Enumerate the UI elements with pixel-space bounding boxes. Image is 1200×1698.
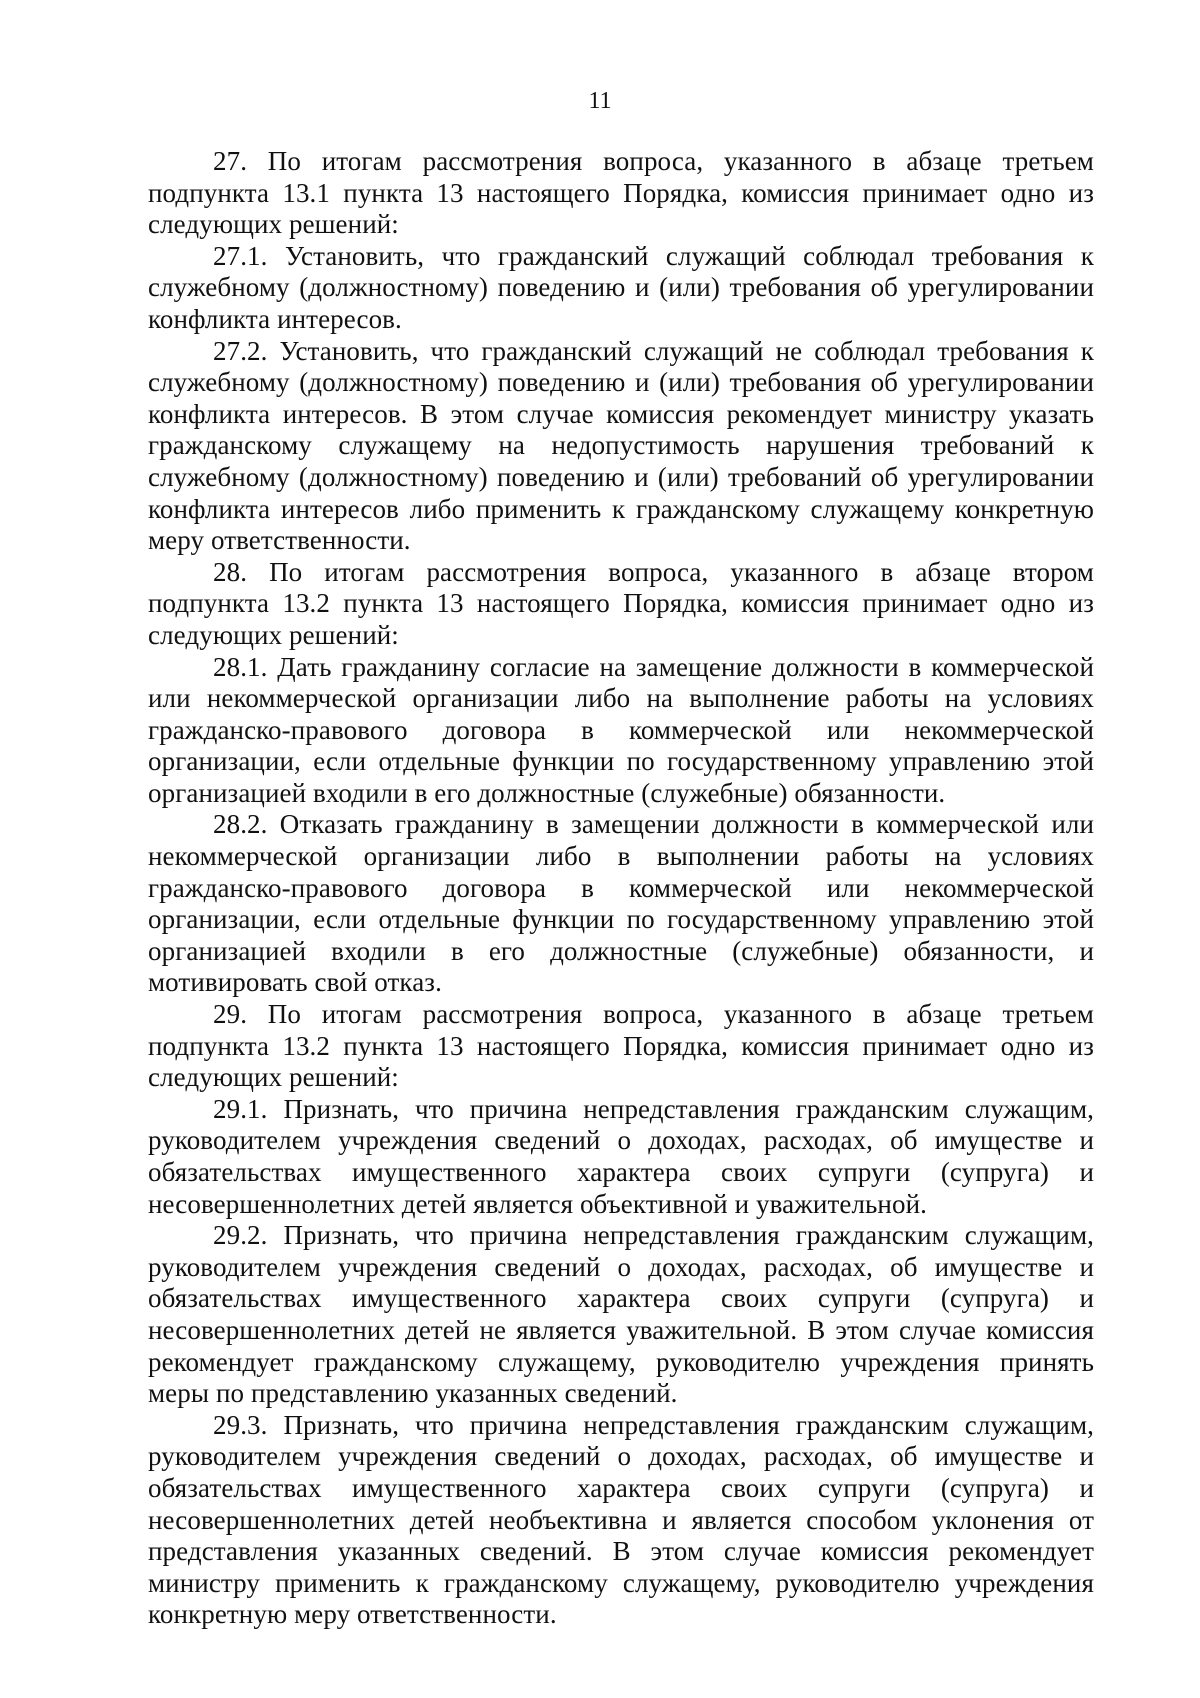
page-number: 11: [588, 88, 612, 114]
paragraph-27-2: 27.2. Установить, что гражданский служащий не соблюдал требования к служебному (должностному) поведению и (или) требования об урегулировании конфликта интересов. В этом случае комиссия рекомендует министру указать гражданскому служащему на недопустимость нарушения требований к служебному (должностному) поведению и (или) требований об урегулировании конфликта интересов либо применить к гражданскому служащему конкретную меру ответственности.: [148, 335, 1094, 556]
paragraph-29-2: 29.2. Признать, что причина непредставления гражданским служащим, руководителем учреждения сведений о доходах, расходах, об имуществе и обязательствах имущественного характера своих супруги (супруга) и несовершеннолетних детей не является уважительной. В этом случае комиссия рекомендует гражданскому служащему, руководителю учреждения принять меры по представлению указанных сведений.: [148, 1220, 1094, 1409]
paragraph-29-3: 29.3. Признать, что причина непредставления гражданским служащим, руководителем учреждения сведений о доходах, расходах, об имуществе и обязательствах имущественного характера своих супруги (супруга) и несовершеннолетних детей необъективна и является способом уклонения от представления указанных сведений. В этом случае комиссия рекомендует министру применить к гражданскому служащему, руководителю учреждения конкретную меру ответственности.: [148, 1409, 1094, 1630]
paragraph-27: 27. По итогам рассмотрения вопроса, указанного в абзаце третьем подпункта 13.1 пункта 13 настоящего Порядка, комиссия принимает одно из следующих решений:: [148, 146, 1094, 240]
paragraph-28-2: 28.2. Отказать гражданину в замещении должности в коммерческой или некоммерческой организации либо в выполнении работы на условиях гражданско-правового договора в коммерческой или некоммерческой организации, если отдельные функции по государственному управлению этой организацией входили в его должностные (служебные) обязанности, и мотивировать свой отказ.: [148, 809, 1094, 998]
paragraph-29-1: 29.1. Признать, что причина непредставления гражданским служащим, руководителем учреждения сведений о доходах, расходах, об имуществе и обязательствах имущественного характера своих супруги (супруга) и несовершеннолетних детей является объективной и уважительной.: [148, 1093, 1094, 1219]
document-body: [148, 146, 1094, 1631]
paragraph-27-1: 27.1. Установить, что гражданский служащий соблюдал требования к служебному (должностному) поведению и (или) требования об урегулировании конфликта интересов.: [148, 240, 1094, 334]
paragraph-28: 28. По итогам рассмотрения вопроса, указанного в абзаце втором подпункта 13.2 пункта 13 настоящего Порядка, комиссия принимает одно из следующих решений:: [148, 556, 1094, 650]
paragraph-29: 29. По итогам рассмотрения вопроса, указанного в абзаце третьем подпункта 13.2 пункта 13 настоящего Порядка, комиссия принимает одно из следующих решений:: [148, 999, 1094, 1093]
paragraph-28-1: 28.1. Дать гражданину согласие на замещение должности в коммерческой или некоммерческой организации либо на выполнение работы на условиях гражданско-правового договора в коммерческой или некоммерческой организации, если отдельные функции по государственному управлению этой организацией входили в его должностные (служебные) обязанности.: [148, 651, 1094, 808]
